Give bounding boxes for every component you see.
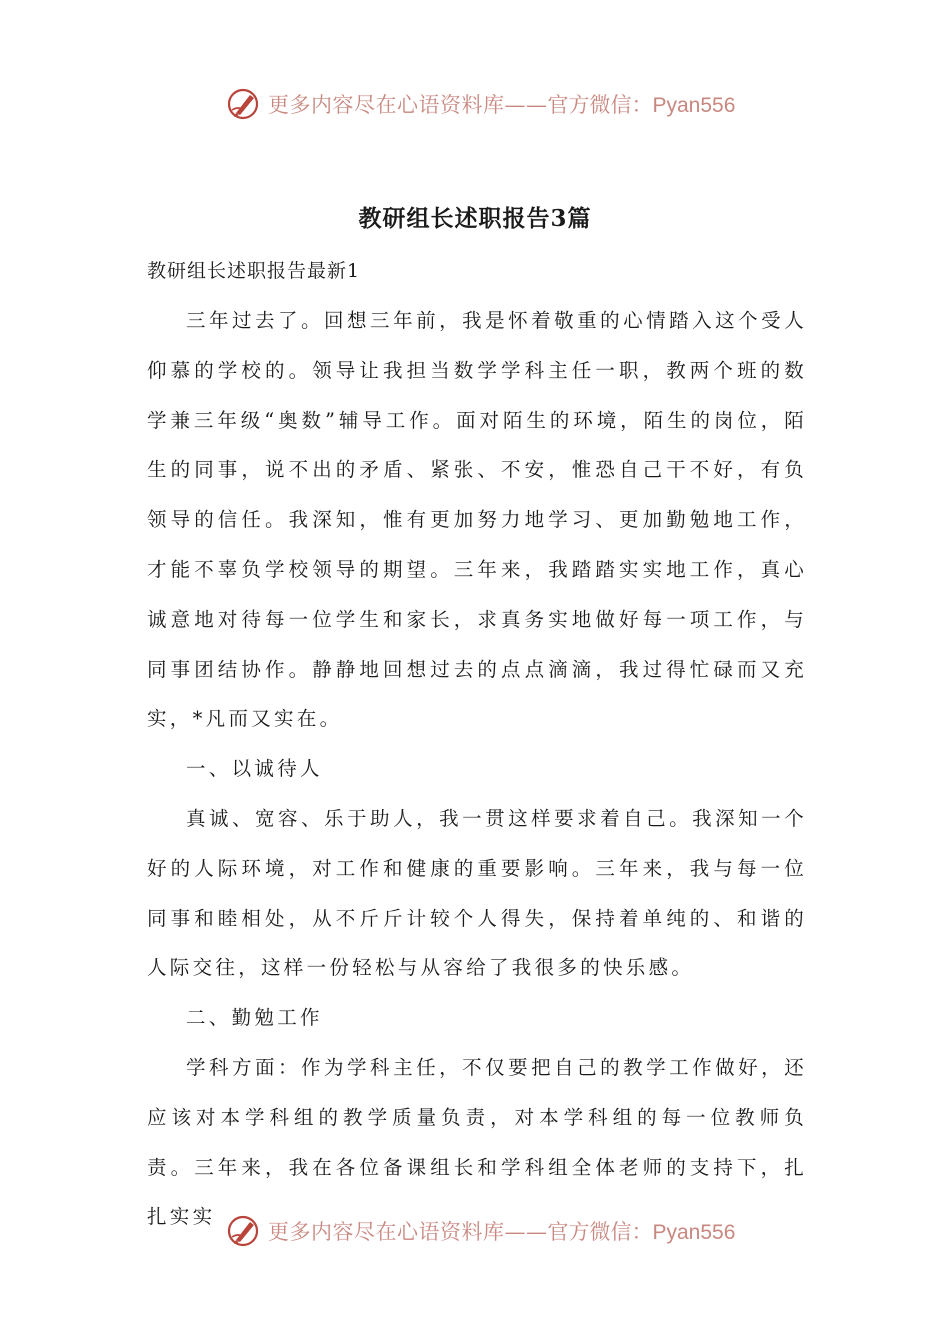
footer-watermark-banner bbox=[226, 1211, 735, 1251]
wechat-id-text: 官方微信：Pyan556 bbox=[547, 1221, 736, 1244]
wechat-id-text: 官方微信：Pyan556 bbox=[547, 94, 736, 117]
promo-text: 更多内容尽在心语资料库—— bbox=[268, 93, 548, 117]
section-heading: 二、勤勉工作 bbox=[186, 1006, 323, 1030]
pen-nib-circle-icon bbox=[226, 1213, 262, 1249]
header-watermark-banner bbox=[226, 84, 735, 124]
document-body bbox=[147, 296, 807, 1242]
document-title: 教研组长述职报告3篇 bbox=[358, 205, 592, 232]
body-paragraph: 三年过去了。回想三年前，我是怀着敬重的心情踏入这个受人仰慕的学校的。领导让我担当数学学科主任一职，教两个班的数学兼三年级“奥数”辅导工作。面对陌生的环境，陌生的岗位，陌生的同事，说不出的矛盾、紧张、不安，惟恐自己干不好，有负领导的信任。我深知，惟有更加努力地学习、更加勤勉地工作，才能不辜负学校领导的期望。三年来，我踏踏实实地工作，真心诚意地对待每一位学生和家长，求真务实地做好每一项工作，与同事团结协作。静静地回想过去的点点滴滴，我过得忙碌而又充实，*凡而又实在。 bbox=[147, 309, 807, 731]
section-heading: 一、以诚待人 bbox=[186, 757, 323, 781]
section-subtitle: 教研组长述职报告最新1 bbox=[147, 260, 361, 282]
promo-text: 更多内容尽在心语资料库—— bbox=[268, 1220, 548, 1244]
body-paragraph: 学科方面：作为学科主任，不仅要把自己的教学工作做好，还应该对本学科组的教学质量负责，对本学科组的每一位教师负责。三年来，我在各位备课组长和学科组全体老师的支持下，扎扎实实 bbox=[147, 1055, 807, 1229]
body-paragraph: 真诚、宽容、乐于助人，我一贯这样要求着自己。我深知一个好的人际环境，对工作和健康的重要影响。三年来，我与每一位同事和睦相处，从不斤斤计较个人得失，保持着单纯的、和谐的人际交往，这样一份轻松与从容给了我很多的快乐感。 bbox=[147, 806, 807, 980]
pen-nib-circle-icon bbox=[226, 86, 262, 122]
